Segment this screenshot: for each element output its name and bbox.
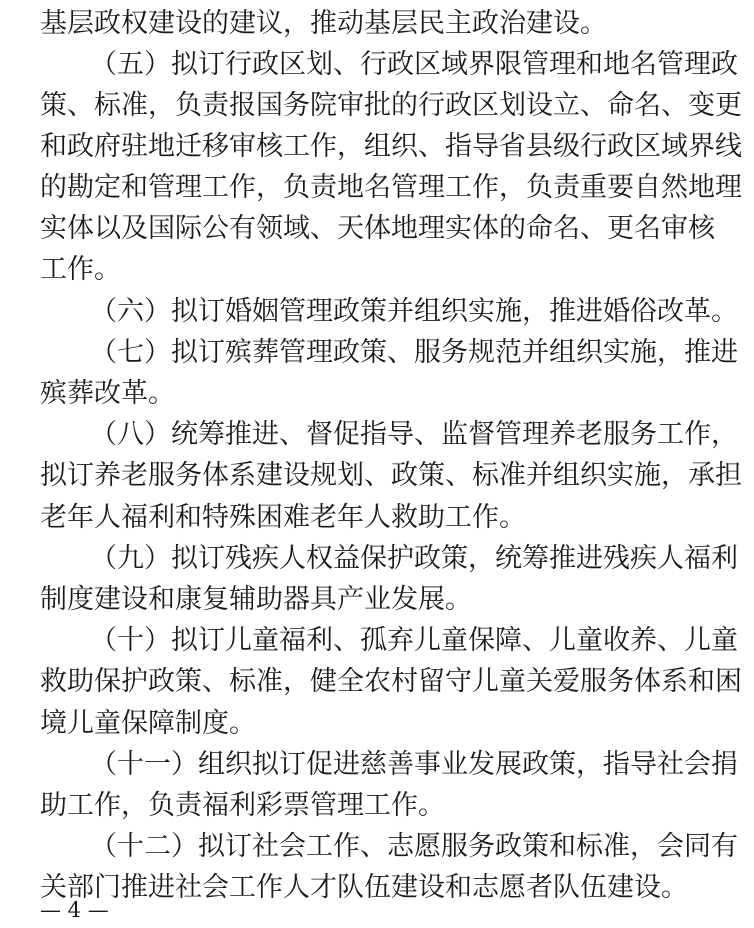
text-line-17: 救助保护政策、标准，健全农村留守儿童关爱服务体系和困 [40, 666, 742, 697]
section-11-heading-line: （十一）组织拟订促进慈善事业发展政策，指导社会捐 [90, 749, 738, 780]
text-line-22: 关部门推进社会工作人才队伍建设和志愿者队伍建设。 [40, 872, 688, 903]
section-10-heading-line: （十）拟订儿童福利、孤弃儿童保障、儿童收养、儿童 [90, 625, 738, 656]
text-line-1: 基层政权建设的建议，推动基层民主政治建设。 [40, 8, 607, 39]
section-7-heading-line: （七）拟订殡葬管理政策、服务规范并组织实施，推进 [90, 337, 738, 368]
section-8-heading-line: （八）统筹推进、督促指导、监督管理养老服务工作， [90, 419, 738, 450]
text-line-10: 殡葬改革。 [40, 378, 175, 409]
text-line-13: 老年人福利和特殊困难老年人救助工作。 [40, 502, 526, 533]
page-number: — 4 — [40, 898, 109, 922]
text-line-15: 制度建设和康复辅助器具产业发展。 [40, 584, 472, 615]
text-line-7: 工作。 [40, 254, 121, 285]
section-9-heading-line: （九）拟订残疾人权益保护政策，统筹推进残疾人福利 [90, 543, 738, 574]
text-line-5: 的勘定和管理工作，负责地名管理工作，负责重要自然地理 [40, 172, 742, 203]
text-line-12: 拟订养老服务体系建设规划、政策、标准并组织实施，承担 [40, 460, 742, 491]
section-6-line: （六）拟订婚姻管理政策并组织实施，推进婚俗改革。 [90, 296, 738, 327]
text-line-6: 实体以及国际公有领域、天体地理实体的命名、更名审核 [40, 213, 715, 244]
section-12-heading-line: （十二）拟订社会工作、志愿服务政策和标准，会同有 [90, 831, 738, 862]
text-line-3: 策、标准，负责报国务院审批的行政区划设立、命名、变更 [40, 90, 742, 121]
text-line-18: 境儿童保障制度。 [40, 708, 256, 739]
text-line-20: 助工作，负责福利彩票管理工作。 [40, 790, 445, 821]
text-line-4: 和政府驻地迁移审核工作，组织、指导省县级行政区域界线 [40, 131, 742, 162]
section-5-heading-line: （五）拟订行政区划、行政区域界限管理和地名管理政 [90, 49, 738, 80]
